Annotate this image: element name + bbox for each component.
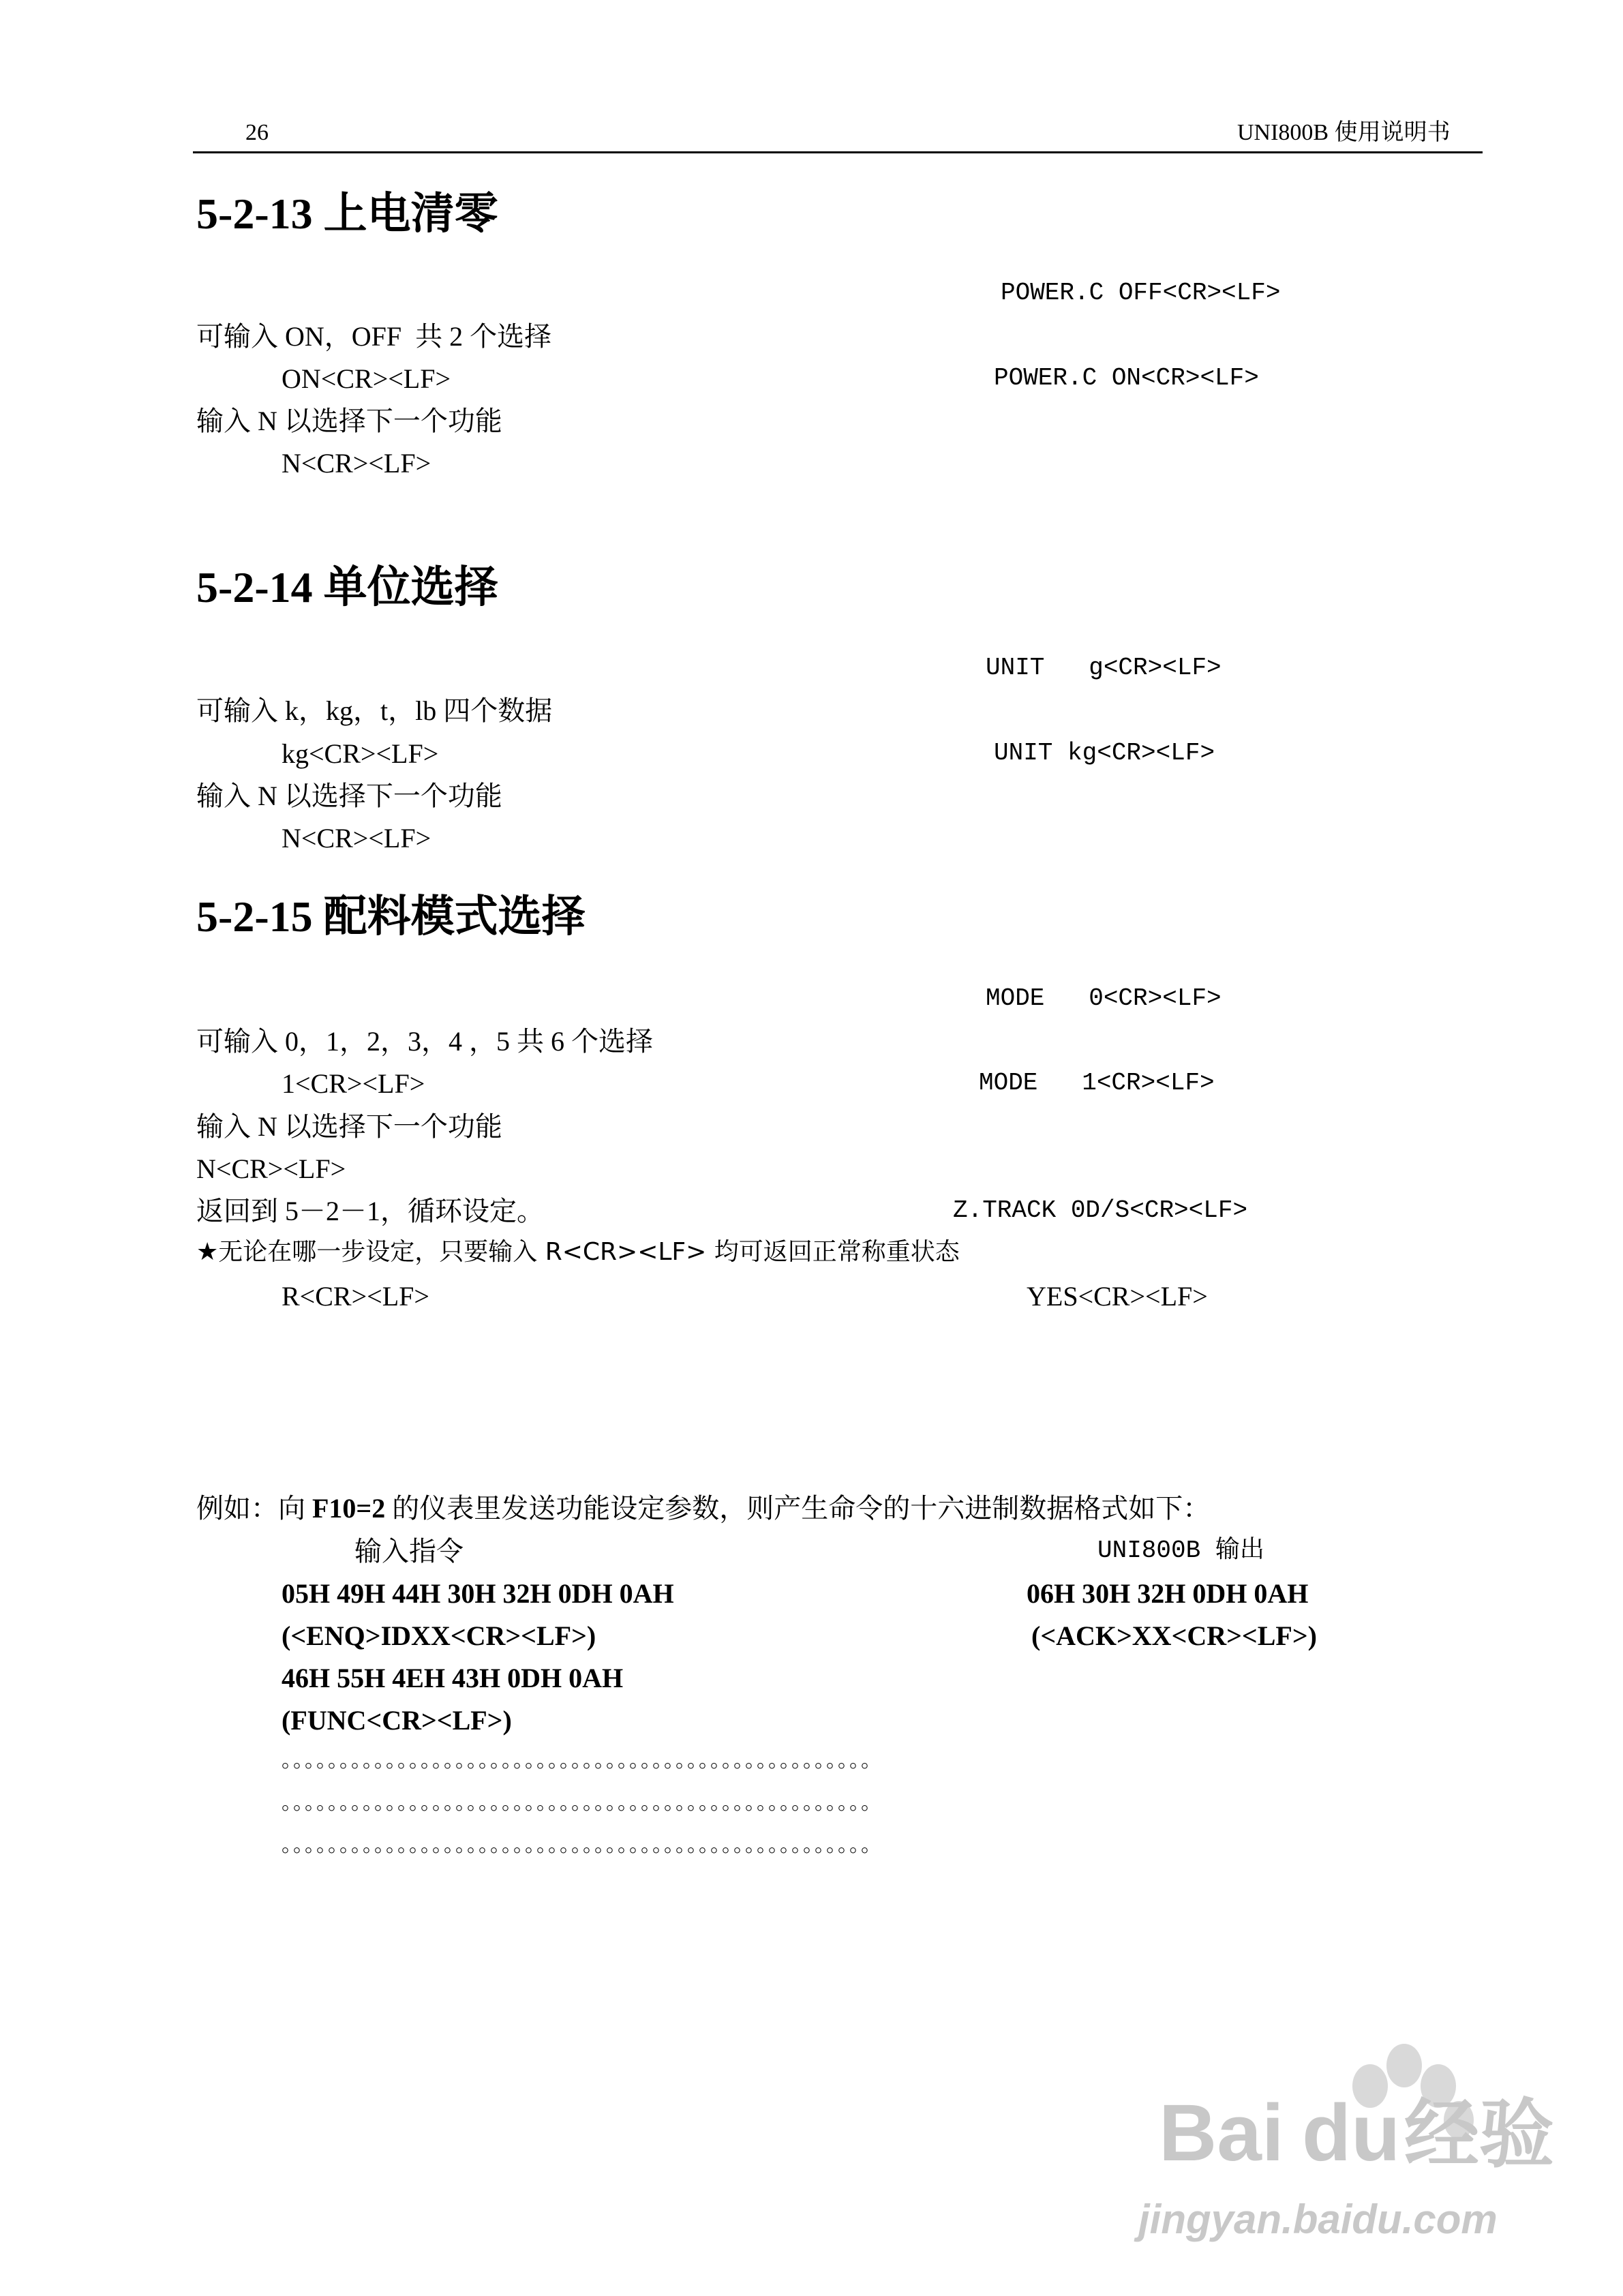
s13-response-off: POWER.C OFF<CR><LF> — [1001, 279, 1281, 307]
watermark-brand-cn: 经验 — [1404, 2091, 1554, 2178]
example-intro-param: F10=2 — [312, 1493, 386, 1524]
s14-next-text: 输入 N 以选择下一个功能 — [196, 781, 502, 811]
s15-return-text: 返回到 5－2－1，循环设定。 — [196, 1196, 544, 1226]
s14-response-g: UNIT g<CR><LF> — [986, 654, 1222, 682]
s14-options-text: 可输入 k，kg，t，lb 四个数据 — [196, 695, 553, 726]
example-input-hex: 05H 49H 44H 30H 32H 0DH 0AH — [282, 1578, 674, 1609]
ellipsis-line: 。。。。。。。。。。。。。。。。。。。。。。。。。。。。。。。。。。。。。。。。。。。。。。。。。。。 — [282, 1749, 883, 1772]
section-15-heading: 5-2-15 配料模式选择 — [196, 892, 586, 941]
watermark-url: jingyan.baidu.com — [1138, 2196, 1498, 2242]
section-13-heading: 5-2-13 上电清零 — [196, 190, 498, 238]
s13-next-text: 输入 N 以选择下一个功能 — [196, 406, 502, 436]
s15-reset-note: ★无论在哪一步设定，只要输入 R<CR><LF> 均可返回正常称重状态 — [196, 1238, 960, 1266]
s14-command-n: N<CR><LF> — [282, 823, 431, 854]
example-output-ascii: (<ACK>XX<CR><LF>) — [1031, 1620, 1317, 1651]
page-number: 26 — [245, 120, 269, 145]
example-intro-prefix: 例如：向 — [196, 1493, 312, 1524]
s13-response-on: POWER.C ON<CR><LF> — [994, 364, 1259, 392]
example-func-hex: 46H 55H 4EH 43H 0DH 0AH — [282, 1663, 624, 1693]
s15-response-ztrack: Z.TRACK 0D/S<CR><LF> — [953, 1196, 1248, 1224]
example-output-hex: 06H 30H 32H 0DH 0AH — [1027, 1578, 1309, 1609]
s13-command-n: N<CR><LF> — [282, 448, 431, 479]
ellipsis-line: 。。。。。。。。。。。。。。。。。。。。。。。。。。。。。。。。。。。。。。。。。。。。。。。。。。。 — [282, 1792, 883, 1814]
example-input-ascii: (<ENQ>IDXX<CR><LF>) — [282, 1620, 596, 1651]
example-intro — [196, 1495, 1210, 1522]
s14-response-kg: UNIT kg<CR><LF> — [994, 739, 1215, 767]
s15-command-1: 1<CR><LF> — [282, 1068, 425, 1099]
watermark-brand-du: du — [1302, 2088, 1401, 2178]
example-intro-suffix: 的仪表里发送功能设定参数，则产生命令的十六进制数据格式如下： — [385, 1493, 1211, 1524]
s13-options-text: 可输入 ON，OFF 共 2 个选择 — [196, 321, 552, 352]
doc-title: UNI800B 使用说明书 — [1237, 120, 1451, 145]
s15-response-mode0: MODE 0<CR><LF> — [986, 984, 1222, 1012]
s15-command-n: N<CR><LF> — [196, 1153, 346, 1184]
example-output-label: UNI800B 输出 — [1097, 1537, 1264, 1565]
example-input-label: 输入指令 — [354, 1536, 464, 1567]
s15-response-yes: YES<CR><LF> — [1027, 1281, 1208, 1312]
s15-command-r: R<CR><LF> — [282, 1281, 429, 1312]
s14-command-kg: kg<CR><LF> — [282, 738, 439, 769]
ellipsis-line: 。。。。。。。。。。。。。。。。。。。。。。。。。。。。。。。。。。。。。。。。。。。。。。。。。。。 — [282, 1834, 883, 1856]
s15-options-text: 可输入 0，1，2，3，4 ，5 共 6 个选择 — [196, 1026, 653, 1057]
baidu-watermark — [1138, 2079, 1554, 2242]
s15-response-mode1: MODE 1<CR><LF> — [979, 1069, 1215, 1097]
s13-command-on: ON<CR><LF> — [282, 363, 451, 394]
example-func-ascii: (FUNC<CR><LF>) — [282, 1705, 512, 1736]
s15-next-text: 输入 N 以选择下一个功能 — [196, 1111, 502, 1142]
section-14-heading: 5-2-14 单位选择 — [196, 563, 498, 611]
header-rule — [193, 151, 1483, 153]
watermark-brand-bai: Bai — [1159, 2088, 1284, 2178]
